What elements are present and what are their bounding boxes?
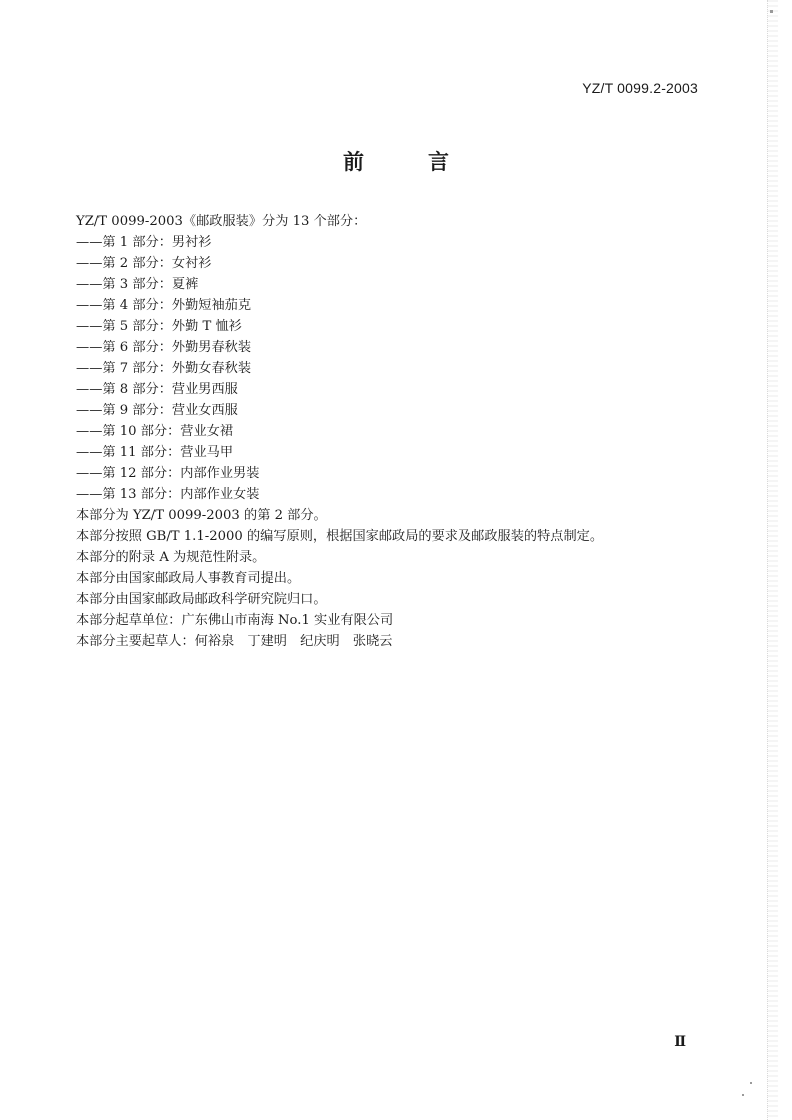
statement-line: 本部分主要起草人：何裕泉 丁建明 纪庆明 张晓云 xyxy=(76,634,393,649)
statement-line: 本部分起草单位：广东佛山市南海 No.1 实业有限公司 xyxy=(76,613,394,628)
statement-line: 本部分按照 GB/T 1.1-2000 的编写原则，根据国家邮政局的要求及邮政服装的特点制定。 xyxy=(76,529,604,544)
part-item: ——第 7 部分：外勤女春秋装 xyxy=(76,361,252,376)
foreword-body xyxy=(76,211,716,652)
part-item: ——第 9 部分：营业女西服 xyxy=(76,403,238,418)
part-item: ——第 8 部分：营业男西服 xyxy=(76,382,238,397)
title-char-2: 言 xyxy=(428,150,449,174)
standard-code: YZ/T 0099.2-2003 xyxy=(582,80,698,96)
part-item: ——第 13 部分：内部作业女装 xyxy=(76,487,260,502)
scan-speck xyxy=(742,1094,744,1096)
part-item: ——第 11 部分：营业马甲 xyxy=(76,445,234,460)
part-item: ——第 6 部分：外勤男春秋装 xyxy=(76,340,252,355)
scan-speck xyxy=(770,10,773,13)
part-item: ——第 12 部分：内部作业男装 xyxy=(76,466,260,481)
part-item: ——第 1 部分：男衬衫 xyxy=(76,235,212,250)
statement-line: 本部分由国家邮政局邮政科学研究院归口。 xyxy=(76,592,327,607)
page-title xyxy=(0,146,792,176)
scan-speck xyxy=(750,1082,752,1084)
part-item: ——第 2 部分：女衬衫 xyxy=(76,256,212,271)
title-char-1: 前 xyxy=(343,150,364,174)
statement-line: 本部分为 YZ/T 0099-2003 的第 2 部分。 xyxy=(76,508,327,523)
page-number: Ⅱ xyxy=(674,1034,686,1050)
intro-line: YZ/T 0099-2003《邮政服装》分为 13 个部分： xyxy=(76,214,367,229)
part-item: ——第 10 部分：营业女裙 xyxy=(76,424,234,439)
part-item: ——第 5 部分：外勤 T 恤衫 xyxy=(76,319,242,334)
part-item: ——第 3 部分：夏裤 xyxy=(76,277,199,292)
statement-line: 本部分由国家邮政局人事教育司提出。 xyxy=(76,571,301,586)
statement-line: 本部分的附录 A 为规范性附录。 xyxy=(76,550,266,565)
part-item: ——第 4 部分：外勤短袖茄克 xyxy=(76,298,252,313)
scan-edge xyxy=(767,0,778,1120)
